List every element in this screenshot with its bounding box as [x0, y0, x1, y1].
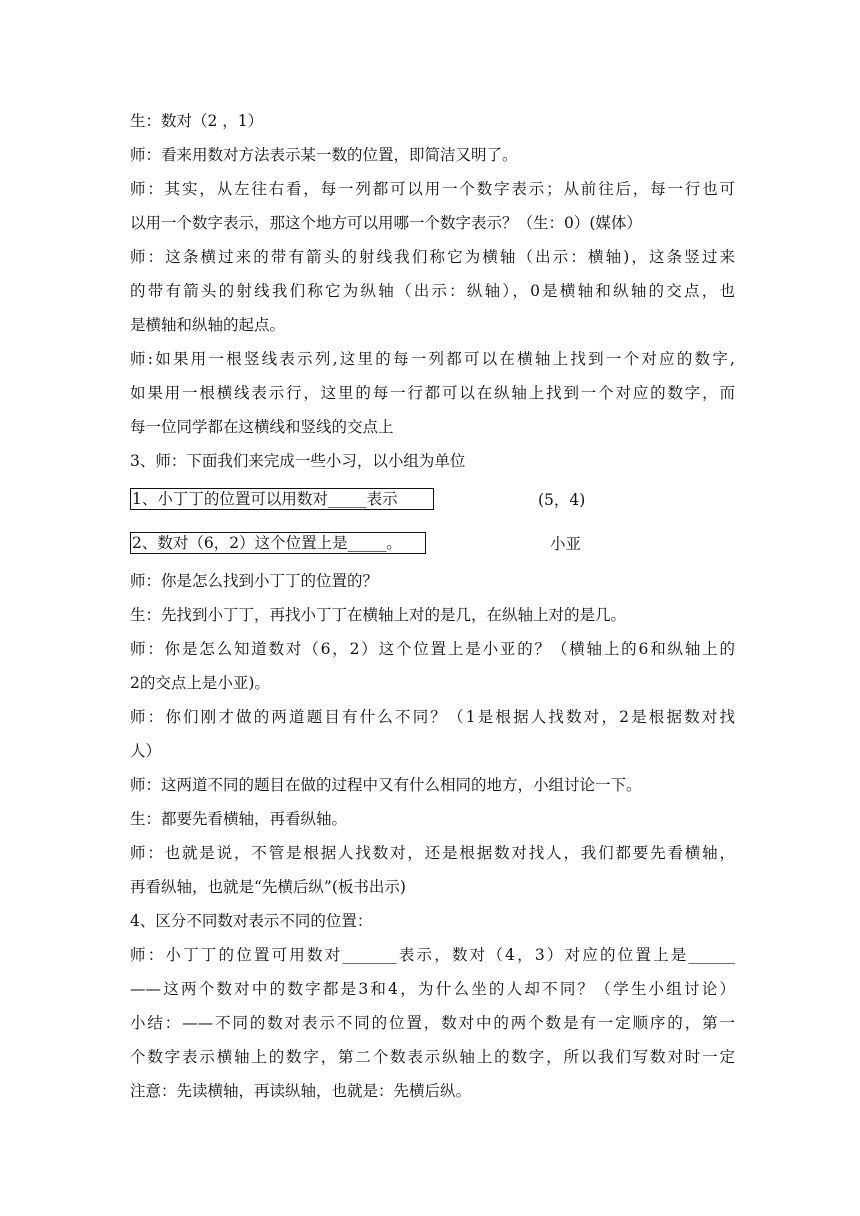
text-line: 3、师：下面我们来完成一些小习，以小组为单位 — [130, 452, 466, 470]
text-line: 师：你是怎么知道数对（6，2）这个位置上是小亚的？（横轴上的6和纵轴上的 — [130, 640, 735, 658]
text-line: 注意：先读横轴，再读纵轴，也就是：先横后纵。 — [130, 1082, 472, 1100]
text-line: 师：也就是说，不管是根据人找数对，还是根据数对找人，我们都要先看横轴， — [130, 844, 735, 862]
exercise-answer-1: (5，4) — [538, 491, 586, 509]
text-line: 人） — [130, 742, 162, 760]
text-line: 再看纵轴，也就是“先横后纵”(板书出示) — [130, 878, 406, 896]
text-line: 师：这条横过来的带有箭头的射线我们称它为横轴（出示：横轴)，这条竖过来 — [130, 248, 735, 266]
text-line: 4、区分不同数对表示不同的位置： — [130, 912, 373, 930]
text-line: 是横轴和纵轴的起点。 — [130, 316, 286, 334]
text-line: 师：这两道不同的题目在做的过程中又有什么相同的地方，小组讨论一下。 — [130, 776, 642, 794]
text-line: 小结：——不同的数对表示不同的位置，数对中的两个数是有一定顺序的，第一 — [130, 1014, 735, 1032]
text-line: 师：小丁丁的位置可用数对_______表示，数对（4，3）对应的位置上是______ — [130, 946, 735, 964]
text-line: 生：都要先看横轴，再看纵轴。 — [130, 810, 348, 828]
text-line: 以用一个数字表示，那这个地方可以用哪一个数字表示？（生：0）(媒体） — [130, 214, 642, 232]
text-line: 如果用一根横线表示行，这里的每一行都可以在纵轴上找到一个对应的数字，而 — [130, 384, 735, 402]
text-line: 师:如果用一根竖线表示列,这里的每一列都可以在横轴上找到一个对应的数字, — [130, 350, 735, 368]
text-line: 的带有箭头的射线我们称它为纵轴（出示：纵轴），0是横轴和纵轴的交点，也 — [130, 282, 735, 300]
exercise-box-1: 1、小丁丁的位置可以用数对_____表示 — [130, 488, 434, 510]
exercise-box-2: 2、数对（6，2）这个位置上是_____。 — [130, 532, 426, 554]
text-line: 师：你们刚才做的两道题目有什么不同？（1是根据人找数对，2是根据数对找 — [130, 708, 735, 726]
text-line: ——这两个数对中的数字都是3和4，为什么坐的人却不同？（学生小组讨论） — [130, 980, 735, 998]
exercise-answer-2: 小亚 — [550, 535, 582, 553]
text-line: 个数字表示横轴上的数字，第二个数表示纵轴上的数字，所以我们写数对时一定 — [130, 1048, 735, 1066]
text-line: 2的交点上是小亚)。 — [130, 674, 270, 692]
text-line: 每一位同学都在这横线和竖线的交点上 — [130, 418, 394, 436]
text-line: 生：数对（2 ，1） — [130, 112, 264, 130]
text-line: 师：你是怎么找到小丁丁的位置的？ — [130, 572, 379, 590]
text-line: 师：看来用数对方法表示某一数的位置，即简洁又明了。 — [130, 146, 518, 164]
text-line: 生：先找到小丁丁，再找小丁丁在横轴上对的是几，在纵轴上对的是几。 — [130, 606, 627, 624]
text-line: 师：其实，从左往右看，每一列都可以用一个数字表示；从前往后，每一行也可 — [130, 180, 735, 198]
